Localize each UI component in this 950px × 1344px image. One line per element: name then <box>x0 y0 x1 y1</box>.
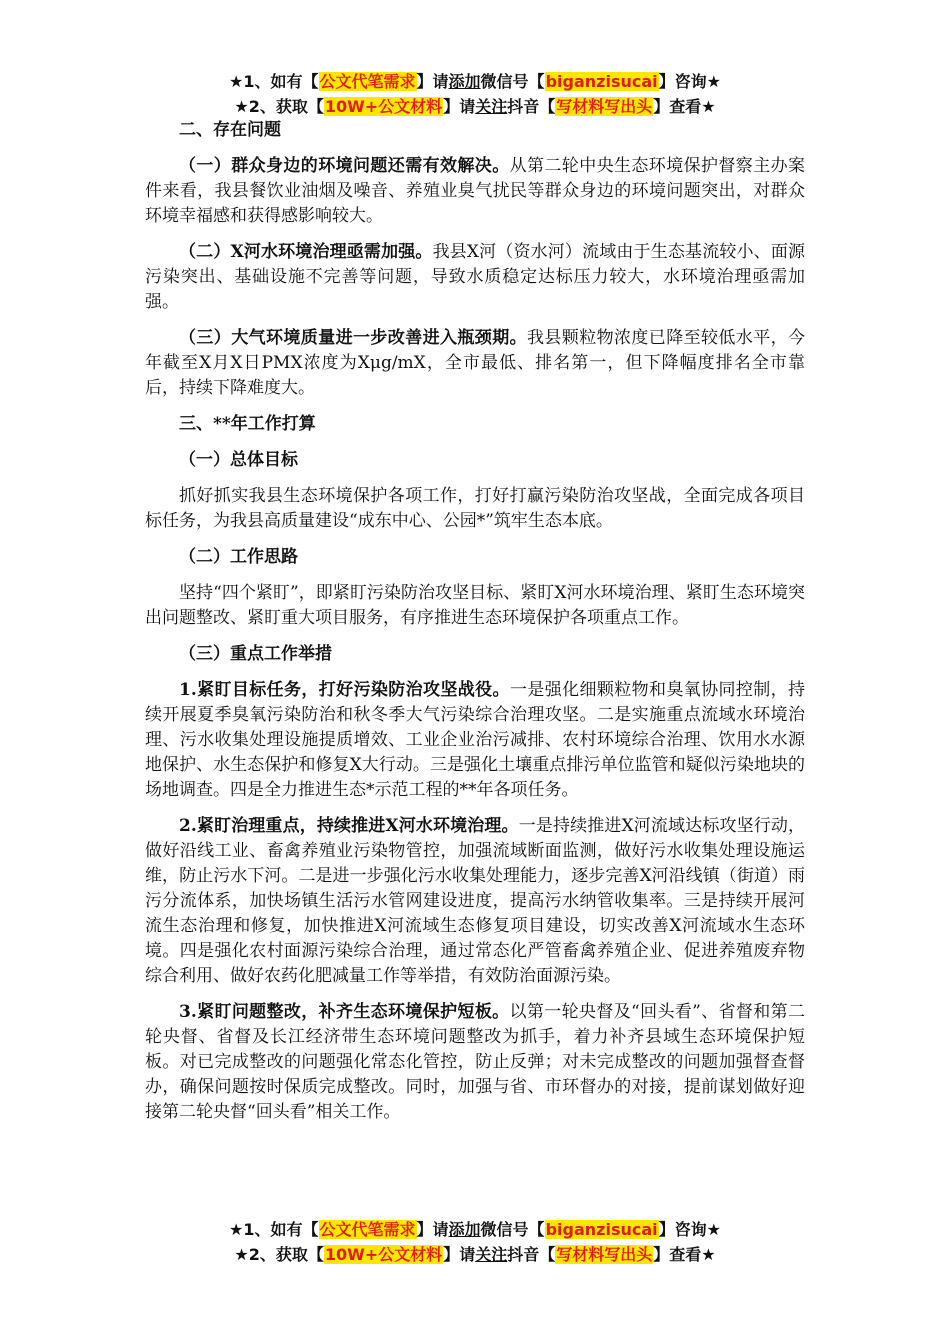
paragraph-problem-2 <box>145 240 805 315</box>
banner-text: 】请 <box>416 72 449 91</box>
banner-text: 抖音【 <box>507 1245 556 1264</box>
banner-text: 】请 <box>416 1220 449 1239</box>
paragraph-measure-1 <box>145 678 805 803</box>
paragraph-text: 一是持续推进X河流域达标攻坚行动，做好沿线工业、畜禽养殖业污染物管控，加强流域断面监测，做好污水收集处理设施运维，防止污水下河。二是进一步强化污水收集处理能力，逐步完善X河沿线镇（街道）雨污分流体系，加快场镇生活污水管网建设进度，提高污水纳管收集率。三是持续开展河流生态治理和修复，加快推进X河流域生态修复项目建设，切实改善X河流域水生态环境。四是强化农村面源污染综合治理，通过常态化严管畜禽养殖企业、促进养殖废弃物综合利用、做好农药化肥减量工作等举措，有效防治面源污染。 <box>145 816 806 986</box>
underline-add: 添加 <box>448 1220 481 1239</box>
highlight-douyin-account: 写材料写出头 <box>556 1245 653 1264</box>
paragraph-overall-goal: 抓好抓实我县生态环境保护各项工作，打好打赢污染防治攻坚战，全面完成各项目标任务，为我县高质量建设“成东中心、公园*”筑牢生态本底。 <box>145 486 805 531</box>
underline-follow: 关注 <box>475 1245 508 1264</box>
banner-text: 】查看★ <box>653 1245 716 1264</box>
banner-text: ★2、获取【 <box>234 97 324 116</box>
paragraph-lead: （一）群众身边的环境问题还需有效解决。 <box>179 156 510 176</box>
paragraph-lead: （三）大气环境质量进一步改善进入瓶颈期。 <box>179 328 527 348</box>
promo-banner-bottom-line2 <box>0 1243 950 1267</box>
paragraph-measure-3 <box>145 1000 805 1125</box>
banner-text: 】请 <box>443 97 476 116</box>
banner-text: ★1、如有【 <box>229 72 319 91</box>
paragraph-text: 从第二轮中央生态环境保护督察主办案件来看，我县餐饮业油烟及噪音、养殖业臭气扰民等群众身边的环境问题突出，对群众环境幸福感和获得感影响较大。 <box>145 156 806 226</box>
document-body <box>145 118 805 1136</box>
paragraph-text: 我县X河（资水河）流域由于生态基流较小、面源污染突出、基础设施不完善等问题，导致水质稳定达标压力较大，水环境治理亟需加强。 <box>145 242 805 312</box>
section-heading-plan: 三、**年工作打算 <box>179 414 316 434</box>
paragraph-problem-3 <box>145 326 805 401</box>
section-heading-problems: 二、存在问题 <box>179 120 281 140</box>
banner-text: ★1、如有【 <box>229 1220 319 1239</box>
banner-text: 抖音【 <box>507 97 556 116</box>
banner-text: 微信号【 <box>480 72 545 91</box>
paragraph-lead: 2.紧盯治理重点，持续推进X河水环境治理。 <box>179 816 519 836</box>
highlight-service: 公文代笔需求 <box>319 72 416 91</box>
subheading-key-measures: （三）重点工作举措 <box>179 644 332 664</box>
paragraph-lead: 1.紧盯目标任务，打好污染防治攻坚战役。 <box>179 680 510 700</box>
highlight-materials: 10W+公文材料 <box>324 1245 443 1264</box>
highlight-wechat-id: biganzisucai <box>545 1220 658 1239</box>
paragraph-measure-2 <box>145 814 805 989</box>
underline-add: 添加 <box>448 72 481 91</box>
highlight-douyin-account: 写材料写出头 <box>556 97 653 116</box>
highlight-wechat-id: biganzisucai <box>545 72 658 91</box>
banner-text: 】咨询★ <box>658 72 721 91</box>
promo-banner-bottom-line1 <box>0 1218 950 1242</box>
paragraph-text: 我县颗粒物浓度已降至较低水平，今年截至X月X日PMX浓度为Xμg/mX，全市最低、排名第一，但下降幅度排名全市靠后，持续下降难度大。 <box>145 328 805 398</box>
paragraph-lead: （二）X河水环境治理亟需加强。 <box>179 242 433 262</box>
paragraph-text: 一是强化细颗粒物和臭氧协同控制，持续开展夏季臭氧污染防治和秋冬季大气污染综合治理攻坚。二是实施重点流域水环境治理、污水收集处理设施提质增效、工业企业治污减排、农村环境综合治理、饮用水水源地保护、水生态保护和修复X大行动。三是强化土壤重点排污单位监管和疑似污染地块的场地调查。四是全力推进生态*示范工程的**年各项任务。 <box>145 680 806 800</box>
paragraph-text: 以第一轮央督及“回头看”、省督和第二轮央督、省督及长江经济带生态环境问题整改为抓手，着力补齐县域生态环境保护短板。对已完成整改的问题强化常态化管控，防止反弹；对未完成整改的问题加强督查督办，确保问题按时保质完成整改。同时，加强与省、市环督办的对接，提前谋划做好迎接第二轮央督“回头看”相关工作。 <box>145 1002 806 1122</box>
banner-text: 】查看★ <box>653 97 716 116</box>
underline-follow: 关注 <box>475 97 508 116</box>
highlight-materials: 10W+公文材料 <box>324 97 443 116</box>
paragraph-problem-1 <box>145 154 805 229</box>
paragraph-lead: 3.紧盯问题整改，补齐生态环境保护短板。 <box>179 1002 510 1022</box>
promo-banner-line2 <box>0 95 950 119</box>
highlight-service: 公文代笔需求 <box>319 1220 416 1239</box>
subheading-overall-goal: （一）总体目标 <box>179 450 298 470</box>
promo-banner-line1 <box>0 70 950 94</box>
subheading-work-approach: （二）工作思路 <box>179 547 298 567</box>
banner-text: 】请 <box>443 1245 476 1264</box>
banner-text: 微信号【 <box>480 1220 545 1239</box>
banner-text: 】咨询★ <box>658 1220 721 1239</box>
paragraph-work-approach: 坚持“四个紧盯”，即紧盯污染防治攻坚目标、紧盯X河水环境治理、紧盯生态环境突出问题整改、紧盯重大项目服务，有序推进生态环境保护各项重点工作。 <box>145 583 805 628</box>
banner-text: ★2、获取【 <box>234 1245 324 1264</box>
